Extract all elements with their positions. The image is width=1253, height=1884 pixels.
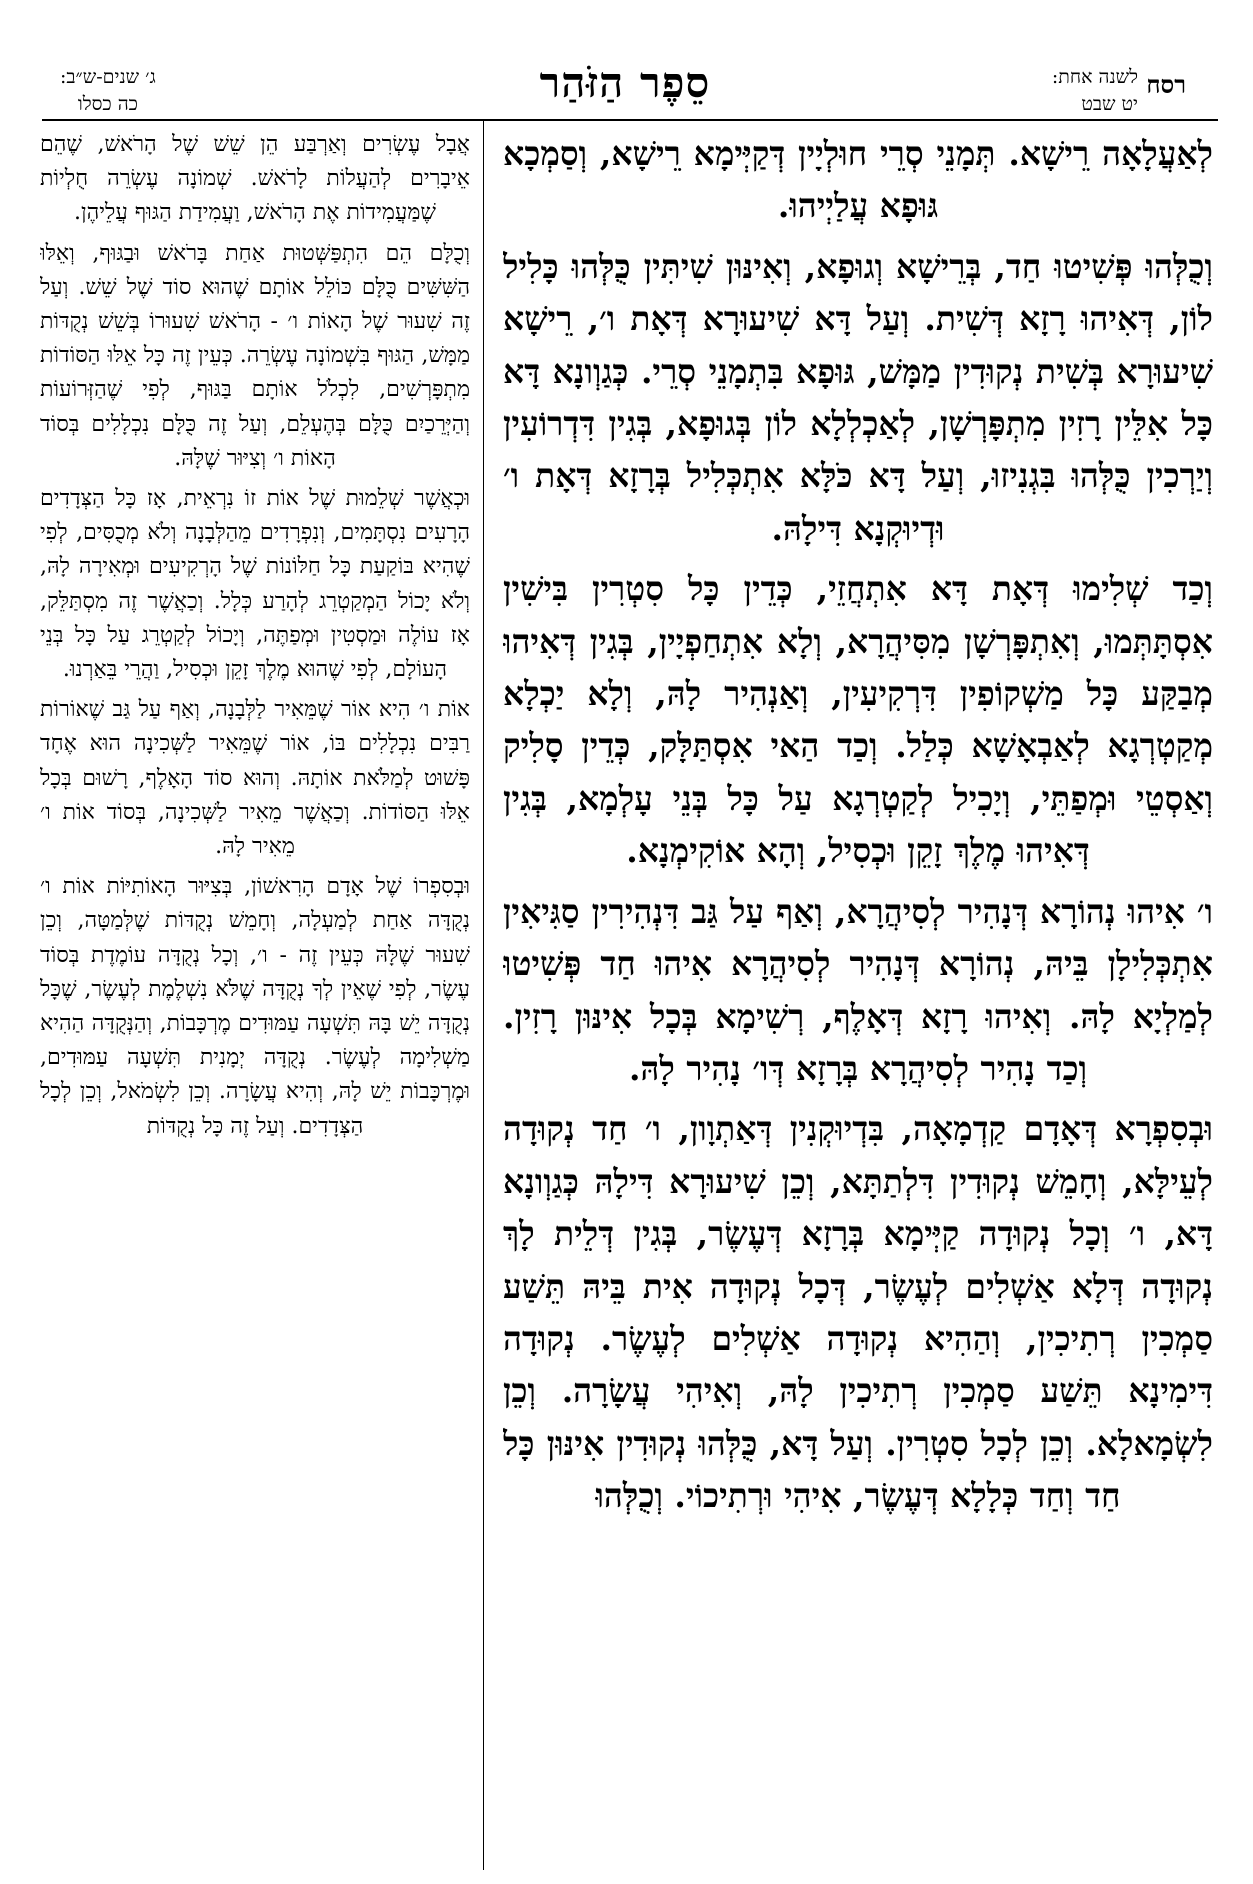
- schedule-date-three-years: כה כסלו: [77, 93, 138, 115]
- schedule-date-one-year: יט שבט: [1081, 93, 1138, 115]
- aramaic-text-column: [503, 128, 1213, 1868]
- hebrew-paragraph: וּכְאֲשֶׁר שְׁלֵמוּת שֶׁל אוֹת זוֹ נִרְאֵית, אָז כָּל הַצְּדָדִים הָרָעִים נִסְתָּמִים, וְנִפְרָדִים מֵהַלְּבָנָה וְלֹא מְכֻסִּים, לְפִי שֶׁהִיא בּוֹקַעַת כָּל חַלּוֹנוֹת שֶׁל הָרְקִיעִים וּמְאִירָה לָהּ, וְלֹא יָכוֹל הַמְקַטְרֵג לְהָרַע כְּלָל. וְכַאֲשֶׁר זֶה מִסְתַּלֵּק, אָז עוֹלֶה וּמַסְטִין וּמְפַתֶּה, וְיָכוֹל לְקַטְרֵג עַל כָּל בְּנֵי הָעוֹלָם, לְפִי שֶׁהוּא מֶלֶךְ זָקֵן וּכְסִיל, וַהֲרֵי בֵּאַרְנוּ.: [40, 486, 470, 683]
- aramaic-paragraph: וּבְסִפְרָא דְּאָדָם קַדְמָאָה, בִּדְיוּקְנִין דְּאַתְוָון, ו׳ חַד נְקוּדָה לְעֵילָּא, וְחָמֵשׁ נְקוּדִין דִּלְתַתָּא, וְכֵן שִׁיעוּרָא דִּילָהּ כְּגַוְונָא דָּא, ו׳ וְכָל נְקוּדָה קַיְּימָא בְּרָזָא דְּעֶשֶׂר, בְּגִין דְּלֵית לָךְ נְקוּדָה דְּלָא אַשְׁלִים לְעֶשֶׂר, דְּכָל נְקוּדָה אִית בֵּיהּ תֵּשַׁע סַמְכִין רְתִיכִין, וְהַהִיא נְקוּדָה אַשְׁלִים לְעֶשֶׂר. נְקוּדָה דִּימִינָא תֵּשַׁע סַמְכִין רְתִיכִין לָהּ, וְאִיהִי עֲשָׂרָה. וְכֵן לִשְׂמָאלָא. וְכֵן לְכָל סִטְרִין. וְעַל דָּא, כֻּלְּהוּ נְקוּדִין אִינּוּן כָּל חַד וְחַד כְּלָלָא דְּעֶשֶׂר, אִיהִי וּרְתִיכוֹי. וְכֻלְּהוּ: [503, 1109, 1213, 1516]
- schedule-label-one-year: לשנה אחת:: [1051, 66, 1138, 88]
- hebrew-paragraph: אֲבָל עֶשְׂרִים וְאַרְבַּע הֵן שֵׁשׁ שֶׁל הָרֹאשׁ, שֶׁהֵם אֵיבָרִים לְהַעֲלוֹת לָרֹאשׁ. שְׁמוֹנָה עֶשְׂרֵה חֻלְיוֹת שֶׁמַּעֲמִידוֹת אֶת הָרֹאשׁ, וַעֲמִידַת הַגּוּף עֲלֵיהֶן.: [40, 132, 470, 226]
- schedule-label-three-years: ג׳ שנים-ש״ב:: [60, 66, 156, 88]
- column-divider: [483, 120, 484, 1870]
- hebrew-paragraph: וּבְסִפְרוֹ שֶׁל אָדָם הָרִאשׁוֹן, בְּצִיּוּר הָאוֹתִיּוֹת אוֹת ו׳ נְקֻדָּה אַחַת לְמַעְלָה, וְחָמֵשׁ נְקֻדּוֹת שֶׁלְּמַטָּה, וְכֵן שִׁעוּר שֶׁלָּהּ כְּעֵין זֶה - ו׳, וְכָל נְקֻדָּה עוֹמֶדֶת בְּסוֹד עֶשֶׂר, לְפִי שֶׁאֵין לְךָ נְקֻדָּה שֶׁלֹּא נִשְׁלֶמֶת לְעֶשֶׂר, שֶׁכָּל נְקֻדָּה יֵשׁ בָּהּ תִּשְׁעָה עַמּוּדִים מֶרְכָּבוֹת, וְהַנְּקֻדָּה הַהִיא מַשְׁלִימָה לְעֶשֶׂר. נְקֻדָּה יְמָנִית תִּשְׁעָה עַמּוּדִים, וּמֶרְכָּבוֹת יֵשׁ לָהּ, וְהִיא עֲשָׂרָה. וְכֵן לִשְׂמֹאל, וְכֵן לְכָל הַצְּדָדִים. וְעַל זֶה כָּל נְקֻדּוֹת: [40, 874, 470, 1139]
- hebrew-paragraph: וְכֻלָּם הֵם הִתְפַּשְּׁטוּת אַחַת בָּרֹאשׁ וּבַגּוּף, וְאֵלּוּ הַשִּׁשִּׁים כֻּלָּם כּוֹלֵל אוֹתָם שֶׁהוּא סוֹד שֶׁל שֵׁשׁ. וְעַל זֶה שִׁעוּר שֶׁל הָאוֹת ו׳ - הָרֹאשׁ שִׁעוּרוֹ בְּשֵׁשׁ נְקֻדּוֹת מַמָּשׁ, הַגּוּף בִּשְׁמוֹנָה עֶשְׂרֵה. כְּעֵין זֶה כָּל אֵלּוּ הַסּוֹדוֹת מִתְפָּרְשִׁים, לִכְלֹל אוֹתָם בַּגּוּף, לְפִי שֶׁהַזְּרוֹעוֹת וְהַיְּרֵכַיִם כֻּלָּם בְּהֶעְלֵם, וְעַל זֶה כֻּלָּם נִכְלָלִים בְּסוֹד הָאוֹת ו׳ וְצִיּוּר שֶׁלָּהּ.: [40, 240, 470, 471]
- aramaic-paragraph: ו׳ אִיהוּ נְהוֹרָא דְּנָהִיר לְסִיהֲרָא, וְאַף עַל גַּב דִּנְהִירִין סַגִּיאִין אִתְכְּלִילָן בֵּיהּ, נְהוֹרָא דְּנָהִיר לְסִיהֲרָא אִיהוּ חַד פְּשִׁיטוּ לְמַלְיָא לָהּ. וְאִיהוּ רָזָא דְּאָלֶף, רְשִׁימָא בְּכָל אִינּוּן רָזִין. וְכַד נָהִיר לְסִיהֲרָא בְּרָזָא דְּו׳ נָהִיר לָהּ.: [503, 891, 1213, 1088]
- aramaic-paragraph: וְכַד שְׁלִימוּ דְּאָת דָּא אִתְחֲזֵי, כְּדֵין כָּל סִטְרִין בִּישִׁין אִסְתָּתְּמוּ, וְאִתְפָּרְשָׁן מִסִּיהֲרָא, וְלָא אִתְחַפְיָין, בְּגִין דְּאִיהוּ מְבַקַּע כָּל מַשְׁקוֹפִין דִּרְקִיעִין, וְאַנְהִיר לָהּ, וְלָא יַכְלָא מְקַטְרְגָא לְאַבְאָשָׁא כְּלַל. וְכַד הַאי אִסְתַּלָּק, כְּדֵין סָלִיק וְאַסְטֵי וּמְפַתֵּי, וְיָכִיל לְקַטְרְגָא עַל כָּל בְּנֵי עָלְמָא, בְּגִין דְּאִיהוּ מֶלֶךְ זָקֵן וּכְסִיל, וְהָא אוֹקִימְנָא.: [503, 569, 1213, 871]
- study-schedule-three-years: [60, 64, 156, 118]
- hebrew-translation-column: [40, 128, 470, 1868]
- aramaic-paragraph: וְכֻלְּהוּ פְּשִׁיטוּ חַד, בְּרֵישָׁא וְגוּפָא, וְאִינּוּן שִׁיתִּין כֻּלְּהוּ כָּלִיל לוֹן, דְּאִיהוּ רָזָא דְּשִׁית. וְעַל דָּא שִׁיעוּרָא דְּאָת ו׳, רֵישָׁא שִׁיעוּרָא בְּשִׁית נְקוּדִין מַמָּשׁ, גּוּפָא בִּתְמָנֵי סְרֵי. כְּגַוְונָא דָּא כָּל אִלֵּין רָזִין מִתְפָּרְשָׁן, לְאַכְלְלָא לוֹן בְּגוּפָא, בְּגִין דִּדְרוֹעִין וְיַרְכִין כֻּלְּהוּ בִּגְנִיזוּ, וְעַל דָּא כֹּלָּא אִתְכְּלִיל בְּרָזָא דְּאָת ו׳ וּדְיוּקְנָא דִּילָהּ.: [503, 246, 1213, 548]
- header-rule: [42, 119, 1218, 121]
- book-title: סֵפֶר הַזֹּהַר: [539, 58, 711, 107]
- page-number: רסח: [1146, 70, 1186, 99]
- page-header: [60, 50, 1186, 122]
- aramaic-paragraph: לְאַעֲלָאָה רֵישָׁא. תְּמָנֵי סְרֵי חוּלְיָין דְּקַיְּימָא רֵישָׁא, וְסַמְכָא גּוּפָא עֲלַיְיהוּ.: [503, 134, 1213, 226]
- hebrew-paragraph: אוֹת ו׳ הִיא אוֹר שֶׁמֵּאִיר לַלְּבָנָה, וְאַף עַל גַּב שֶׁאוֹרוֹת רַבִּים נִכְלָלִים בּוֹ, אוֹר שֶׁמֵּאִיר לַשְּׁכִינָה הוּא אֶחָד פָּשׁוּט לְמַלֹּאת אוֹתָהּ. וְהוּא סוֹד הָאָלֶף, רָשׁוּם בְּכָל אֵלּוּ הַסּוֹדוֹת. וְכַאֲשֶׁר מֵאִיר לַשְּׁכִינָה, בְּסוֹד אוֹת ו׳ מֵאִיר לָהּ.: [40, 697, 470, 860]
